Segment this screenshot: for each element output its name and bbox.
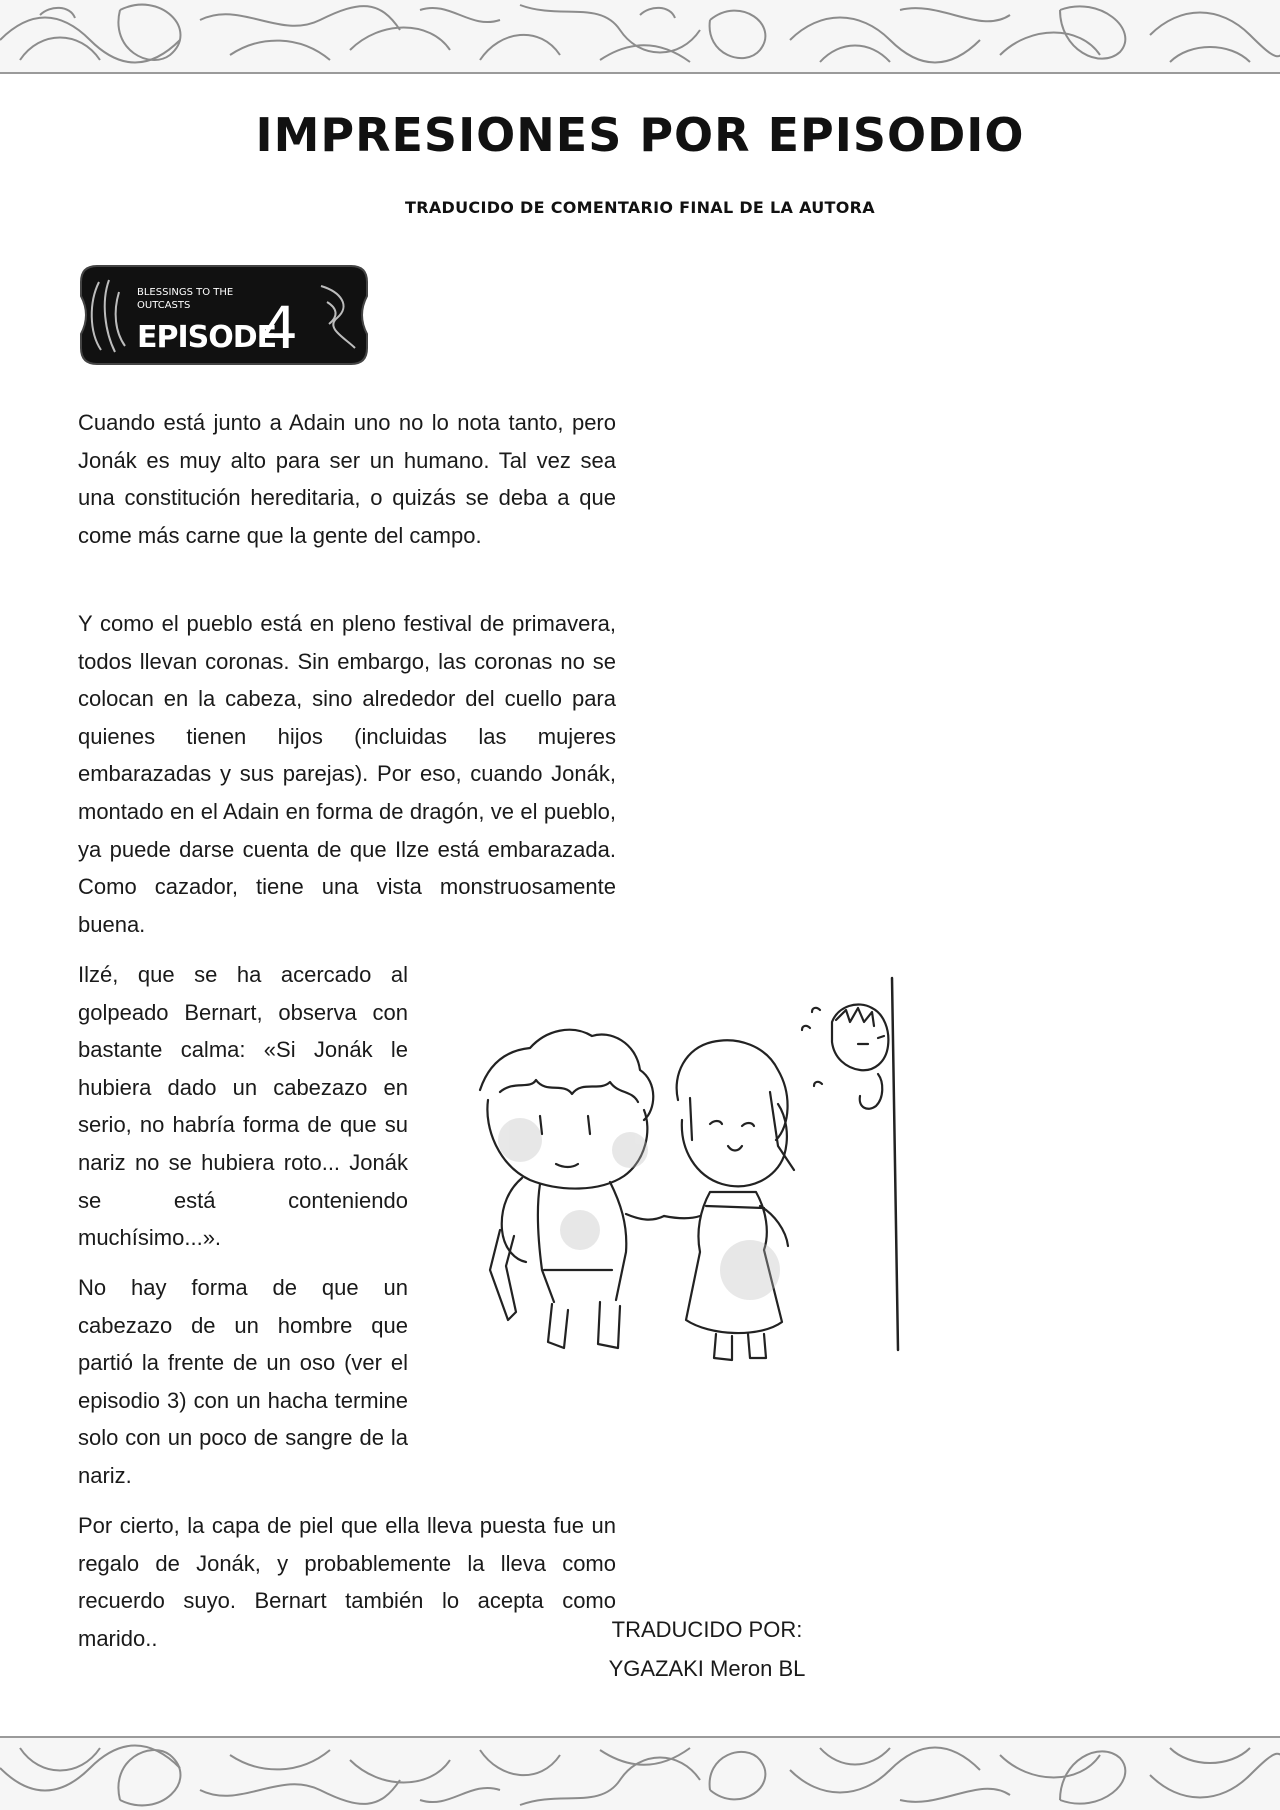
top-ornament-icon [0,0,1280,72]
badge-episode-label: EPISODE [137,320,277,355]
paragraph-3: Ilzé, que se ha acercado al golpeado Bernart, observa con bastante calma: «Si Jonák le hubiera dado un cabezazo en serio, no habría forma de que su nariz no se hubiera roto... Jonák se está conteniendo muchísimo...». [78,962,408,1251]
page-title: IMPRESIONES POR EPISODIO [255,108,1025,162]
bottom-ornament-icon [0,1738,1280,1810]
credits-name: YGAZAKI Meron BL [608,1656,806,1681]
screentone-shading [498,1118,780,1300]
paragraph-4: No hay forma de que un cabezazo de un hombre que partió la frente de un oso (ver el episodio 3) con un hacha termine solo con un poco de sangre de la nariz. [78,1275,408,1488]
boy-character-icon [480,1030,664,1348]
episode-badge [75,262,373,368]
wall-edge-line [892,978,898,1350]
top-decorative-border [0,0,1280,74]
paragraph-2: Y como el pueblo está en pleno festival de primavera, todos llevan coronas. Sin embargo, las coronas no se colocan en la cabeza, sino alrededor del cuello para quienes tienen hijos (incluidas las mujeres embarazadas y sus parejas). Por eso, cuando Jonák, montado en el Adain en forma de dragón, ve el pueblo, ya puede darse cuenta de que Ilze está embarazada. Como cazador, tiene una vista monstruosamente buena. [78,611,616,937]
paragraph-1: Cuando está junto a Adain uno no lo nota tanto, pero Jonák es muy alto para ser un humano. Tal vez sea una constitución hereditaria, o quizás se deba a que come más carne que la gente del campo. [78,410,616,548]
bottom-decorative-border [0,1736,1280,1810]
page-subtitle: TRADUCIDO DE COMENTARIO FINAL DE LA AUTORA [405,198,875,217]
badge-series-line1: BLESSINGS TO THE [137,287,234,298]
credits-label: TRADUCIDO POR: [611,1617,803,1642]
paragraph-5: Por cierto, la capa de piel que ella lleva puesta fue un regalo de Jonák, y probablemente la lleva como recuerdo suyo. Bernart también lo acepta como marido.. [78,1513,616,1651]
badge-episode-number: 4 [261,294,298,362]
badge-series-line2: OUTCASTS [137,300,191,311]
chibi-illustration [460,970,912,1404]
girl-character-icon [664,1040,794,1360]
peeking-character-icon [802,1004,888,1108]
